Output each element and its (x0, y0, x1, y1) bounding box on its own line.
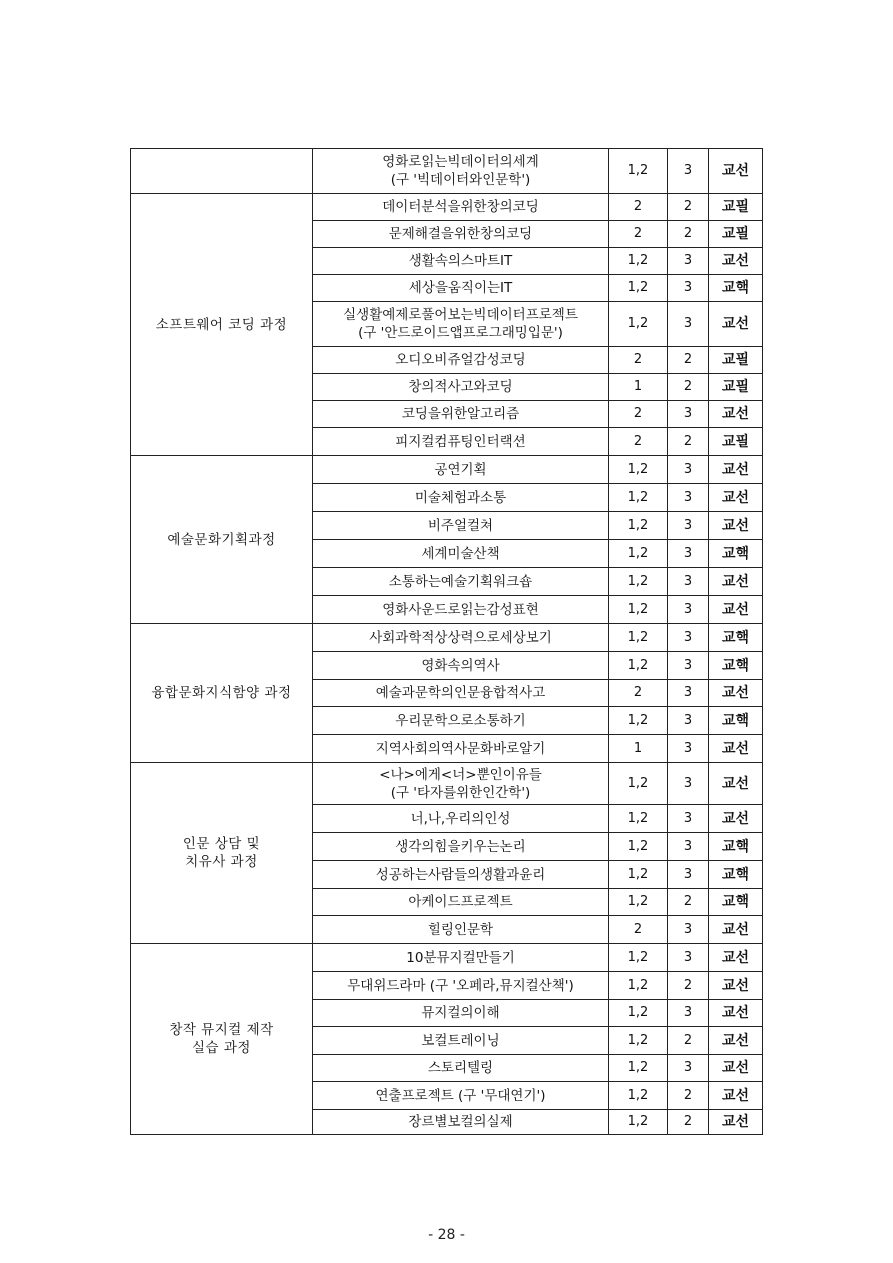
course-year: 1,2 (609, 624, 668, 652)
course-type: 교선 (709, 248, 763, 275)
course-name: 비주얼컬쳐 (313, 512, 609, 540)
course-year: 1,2 (609, 944, 668, 972)
course-year: 1,2 (609, 540, 668, 568)
course-year: 1,2 (609, 889, 668, 916)
course-year: 2 (609, 428, 668, 456)
course-credits: 2 (668, 889, 709, 916)
course-credits: 3 (668, 275, 709, 302)
course-year: 1,2 (609, 512, 668, 540)
course-year: 1,2 (609, 861, 668, 889)
course-year: 1,2 (609, 456, 668, 484)
course-credits: 3 (668, 596, 709, 624)
course-credits: 2 (668, 347, 709, 374)
course-year: 1,2 (609, 805, 668, 833)
course-name: 영화속의역사 (313, 652, 609, 680)
course-credits: 3 (668, 916, 709, 944)
course-type: 교핵 (709, 624, 763, 652)
course-type: 교필 (709, 428, 763, 456)
course-credits: 3 (668, 680, 709, 707)
course-type: 교선 (709, 735, 763, 763)
course-credits: 3 (668, 1000, 709, 1027)
course-name: 피지컬컴퓨팅인터랙션 (313, 428, 609, 456)
track-name: 예술문화기획과정 (131, 456, 313, 624)
course-type: 교선 (709, 1082, 763, 1110)
course-name: 영화사운드로읽는감성표현 (313, 596, 609, 624)
course-type: 교필 (709, 221, 763, 248)
course-type: 교필 (709, 347, 763, 374)
course-year: 2 (609, 347, 668, 374)
track-name: 창작 뮤지컬 제작 실습 과정 (131, 944, 313, 1135)
course-type: 교선 (709, 1110, 763, 1135)
course-name: 생활속의스마트IT (313, 248, 609, 275)
track-name: 융합문화지식함양 과정 (131, 624, 313, 763)
course-credits: 3 (668, 805, 709, 833)
course-type: 교핵 (709, 707, 763, 735)
curriculum-table (130, 148, 763, 1135)
course-year: 1,2 (609, 1000, 668, 1027)
course-credits: 3 (668, 401, 709, 428)
course-row (131, 456, 763, 484)
course-type: 교선 (709, 1055, 763, 1082)
course-credits: 2 (668, 1110, 709, 1135)
course-year: 1,2 (609, 972, 668, 1000)
course-year: 1,2 (609, 149, 668, 194)
course-year: 1,2 (609, 707, 668, 735)
course-type: 교핵 (709, 889, 763, 916)
course-name: <나>에게<너>뿐인이유들 (구 '타자를위한인간학') (313, 763, 609, 805)
course-credits: 2 (668, 1082, 709, 1110)
course-name: 스토리텔링 (313, 1055, 609, 1082)
course-year: 1,2 (609, 302, 668, 347)
course-credits: 3 (668, 735, 709, 763)
course-name: 소통하는예술기획워크숍 (313, 568, 609, 596)
course-credits: 3 (668, 149, 709, 194)
course-year: 1,2 (609, 1082, 668, 1110)
course-name: 보컬트레이닝 (313, 1027, 609, 1055)
course-year: 2 (609, 401, 668, 428)
course-name: 힐링인문학 (313, 916, 609, 944)
course-credits: 2 (668, 1027, 709, 1055)
course-type: 교선 (709, 944, 763, 972)
course-name: 너,나,우리의인성 (313, 805, 609, 833)
course-type: 교선 (709, 512, 763, 540)
course-type: 교핵 (709, 652, 763, 680)
course-row (131, 763, 763, 805)
course-year: 2 (609, 680, 668, 707)
course-year: 1 (609, 374, 668, 401)
course-name: 세상을움직이는IT (313, 275, 609, 302)
course-type: 교핵 (709, 275, 763, 302)
course-name: 실생활예제로풀어보는빅데이터프로젝트 (구 '안드로이드앱프로그래밍입문') (313, 302, 609, 347)
course-type: 교선 (709, 401, 763, 428)
course-row (131, 194, 763, 221)
course-name: 10분뮤지컬만들기 (313, 944, 609, 972)
track-name: 인문 상담 및 치유사 과정 (131, 763, 313, 944)
course-credits: 3 (668, 512, 709, 540)
course-type: 교핵 (709, 540, 763, 568)
course-credits: 3 (668, 944, 709, 972)
course-type: 교선 (709, 484, 763, 512)
course-credits: 3 (668, 763, 709, 805)
course-type: 교핵 (709, 833, 763, 861)
course-year: 2 (609, 221, 668, 248)
course-credits: 2 (668, 374, 709, 401)
course-name: 창의적사고와코딩 (313, 374, 609, 401)
course-credits: 3 (668, 1055, 709, 1082)
course-row (131, 149, 763, 194)
course-name: 장르별보컬의실제 (313, 1110, 609, 1135)
course-credits: 2 (668, 194, 709, 221)
course-year: 1,2 (609, 1027, 668, 1055)
course-credits: 3 (668, 456, 709, 484)
course-name: 성공하는사람들의생활과윤리 (313, 861, 609, 889)
course-name: 생각의힘을키우는논리 (313, 833, 609, 861)
course-type: 교선 (709, 302, 763, 347)
course-name: 세계미술산책 (313, 540, 609, 568)
course-credits: 2 (668, 221, 709, 248)
course-name: 미술체험과소통 (313, 484, 609, 512)
course-type: 교선 (709, 149, 763, 194)
course-type: 교선 (709, 680, 763, 707)
course-type: 교선 (709, 972, 763, 1000)
course-type: 교필 (709, 374, 763, 401)
course-year: 2 (609, 194, 668, 221)
course-name: 예술과문학의인문융합적사고 (313, 680, 609, 707)
course-name: 사회과학적상상력으로세상보기 (313, 624, 609, 652)
course-year: 1,2 (609, 763, 668, 805)
course-year: 1,2 (609, 568, 668, 596)
course-type: 교선 (709, 1027, 763, 1055)
course-year: 1,2 (609, 248, 668, 275)
course-name: 아케이드프로젝트 (313, 889, 609, 916)
course-year: 1,2 (609, 596, 668, 624)
course-name: 공연기획 (313, 456, 609, 484)
course-year: 1,2 (609, 652, 668, 680)
course-name: 코딩을위한알고리즘 (313, 401, 609, 428)
course-year: 1,2 (609, 1110, 668, 1135)
course-type: 교선 (709, 596, 763, 624)
course-credits: 3 (668, 568, 709, 596)
course-type: 교선 (709, 1000, 763, 1027)
track-name (131, 149, 313, 194)
course-name: 우리문학으로소통하기 (313, 707, 609, 735)
course-name: 오디오비쥬얼감성코딩 (313, 347, 609, 374)
course-year: 1,2 (609, 833, 668, 861)
course-name: 무대위드라마 (구 '오페라,뮤지컬산책') (313, 972, 609, 1000)
course-type: 교필 (709, 194, 763, 221)
course-year: 1,2 (609, 484, 668, 512)
course-credits: 3 (668, 861, 709, 889)
course-row (131, 624, 763, 652)
course-year: 2 (609, 916, 668, 944)
page-number: - 28 - (428, 1227, 465, 1243)
course-year: 1 (609, 735, 668, 763)
table-body (131, 149, 763, 1135)
course-credits: 3 (668, 248, 709, 275)
course-credits: 3 (668, 833, 709, 861)
course-name: 뮤지컬의이해 (313, 1000, 609, 1027)
course-type: 교선 (709, 916, 763, 944)
course-type: 교선 (709, 456, 763, 484)
course-name: 문제해결을위한창의코딩 (313, 221, 609, 248)
course-credits: 3 (668, 652, 709, 680)
course-credits: 2 (668, 428, 709, 456)
course-name: 지역사회의역사문화바로알기 (313, 735, 609, 763)
course-name: 데이터분석을위한창의코딩 (313, 194, 609, 221)
course-credits: 3 (668, 624, 709, 652)
course-name: 연출프로젝트 (구 '무대연기') (313, 1082, 609, 1110)
track-name: 소프트웨어 코딩 과정 (131, 194, 313, 456)
course-year: 1,2 (609, 275, 668, 302)
course-credits: 3 (668, 484, 709, 512)
course-year: 1,2 (609, 1055, 668, 1082)
course-type: 교선 (709, 568, 763, 596)
course-type: 교핵 (709, 861, 763, 889)
course-type: 교선 (709, 805, 763, 833)
course-credits: 2 (668, 972, 709, 1000)
course-type: 교선 (709, 763, 763, 805)
course-row (131, 944, 763, 972)
course-credits: 3 (668, 707, 709, 735)
course-credits: 3 (668, 302, 709, 347)
course-name: 영화로읽는빅데이터의세계 (구 '빅데이터와인문학') (313, 149, 609, 194)
course-credits: 3 (668, 540, 709, 568)
